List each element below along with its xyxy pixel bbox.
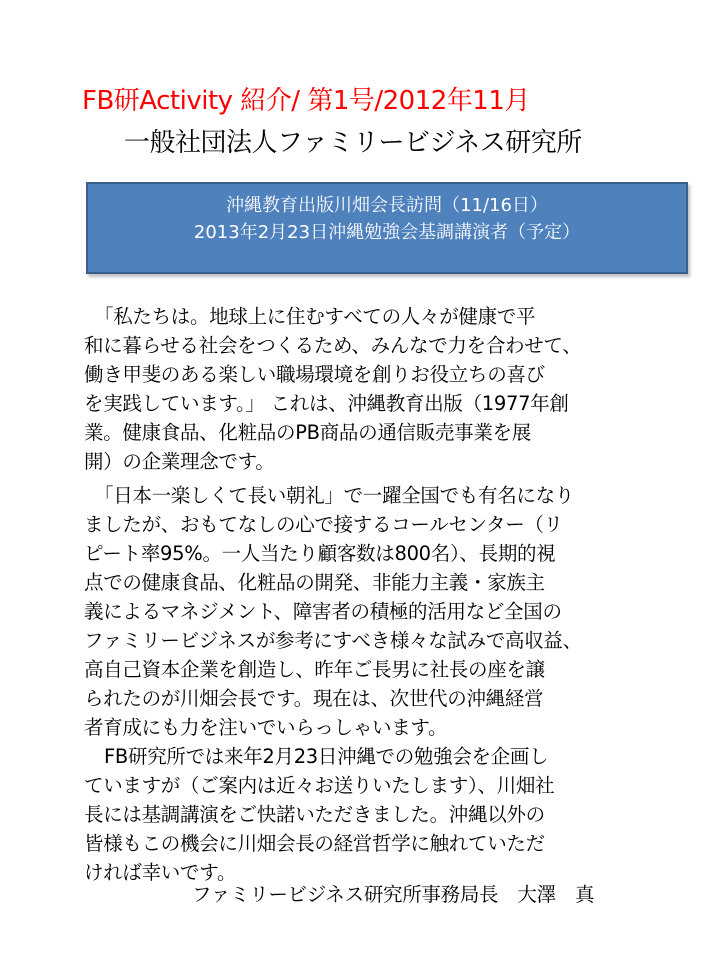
text-line: られたのが川畑会長です。現在は、次世代の沖縄経営 [84, 687, 544, 710]
banner-line-lecture: 2013年2月23日沖縄勉強会基調講演者（予定） [193, 222, 581, 243]
text-line: 働き甲斐のある楽しい職場環境を創りお役立ちの喜び [84, 363, 545, 386]
paragraph-philosophy [84, 302, 674, 476]
text-line: FB研究所では来年2月23日沖縄での勉強会を企画し [104, 745, 549, 768]
text-line: 開）の企業理念です。 [84, 450, 275, 473]
text-line: 「日本一楽しくて長い朝礼」で一躍全国でも有名になり [94, 484, 575, 507]
article-body [84, 302, 674, 887]
text-line: 者育成にも力を注いでいらっしゃいます。 [84, 716, 448, 739]
text-line: を実践しています。」 これは、沖縄教育出版（1977年創 [84, 392, 569, 415]
text-line: 点での健康食品、化粧品の開発、非能力主義・家族主 [84, 571, 545, 594]
text-line: 「私たちは。地球上に住むすべての人々が健康で平 [94, 305, 536, 328]
text-line: 長には基調講演をご快諾いただきました。沖縄以外の [84, 803, 545, 826]
title-line-organization: 一般社団法人ファミリービジネス研究所 [124, 128, 582, 158]
text-line: 業。健康食品、化粧品のPB商品の通信販売事業を展 [84, 421, 531, 444]
paragraph-company [84, 481, 674, 742]
text-line: ましたが、おもてなしの心で接するコールセンター（リ [84, 513, 563, 536]
text-line: 和に暮らせる社会をつくるため、みんなで力を合わせて、 [84, 334, 582, 357]
text-line: 皆様もこの機会に川畑会長の経営哲学に触れていただ [84, 832, 545, 855]
signature-line: ファミリービジネス研究所事務局長 大澤 真 [192, 883, 595, 906]
paragraph-seminar [84, 742, 674, 887]
text-line: ファミリービジネスが参考にすべき様々な試みで高収益、 [84, 629, 582, 652]
text-line: ピート率95%。一人当たり顧客数は800名）、長期的視 [84, 542, 556, 565]
banner-line-visit: 沖縄教育出版川畑会長訪問（11/16日） [226, 195, 548, 216]
headline-banner [86, 182, 688, 274]
text-line: 高自己資本企業を創造し、昨年ご長男に社長の座を譲 [84, 658, 545, 681]
text-line: ければ幸いです。 [84, 861, 237, 884]
text-line: ていますが（ご案内は近々お送りいたします）、川畑社 [84, 774, 555, 797]
title-line-activity: FB研Activity 紹介/ 第1号/2012年11月 [82, 86, 530, 116]
text-line: 義によるマネジメント、障害者の積極的活用など全国の [84, 600, 562, 623]
